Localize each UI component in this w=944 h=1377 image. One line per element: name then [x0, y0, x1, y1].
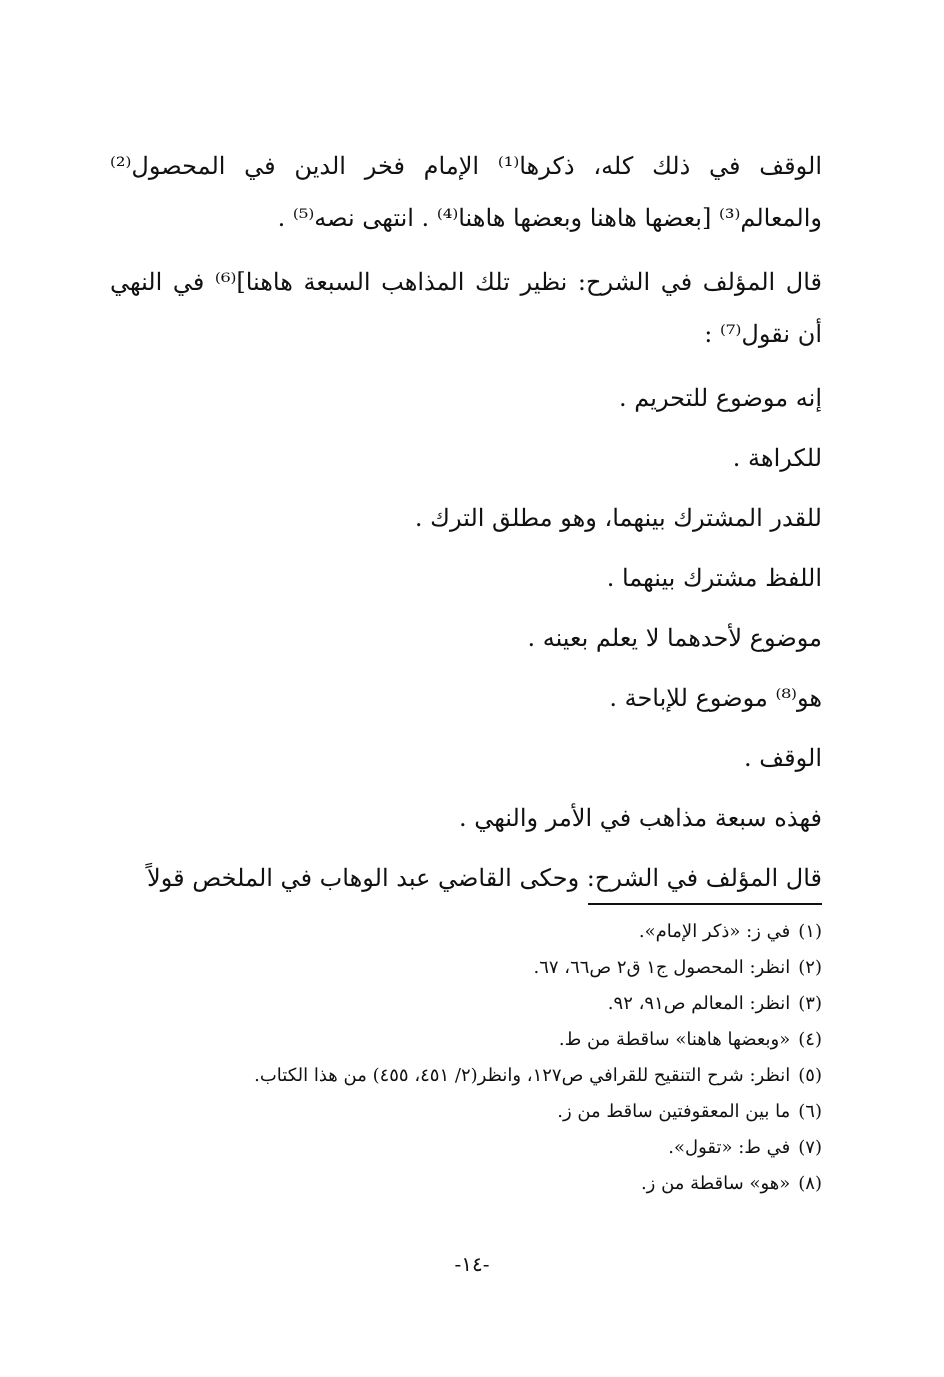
footnote-divider	[588, 903, 822, 905]
footnote-text: في ز: «ذكر الإمام».	[638, 921, 791, 942]
footnote-number: (٥)	[798, 1065, 822, 1086]
footnote	[110, 1094, 822, 1130]
footnote-text: انظر: المحصول ج١ ق٢ ص٦٦، ٦٧.	[533, 957, 791, 978]
footnote	[110, 1058, 822, 1094]
paragraph-2: قال المؤلف في الشرح: نظير تلك المذاهب السبعة هاهنا]⁽⁶⁾ في النهي أن نقول⁽⁷⁾ :	[110, 268, 822, 348]
main-text	[110, 140, 822, 916]
list-item: إنه موضوع للتحريم .	[619, 384, 822, 412]
list-item: فهذه سبعة مذاهب في الأمر والنهي .	[458, 804, 822, 832]
page-number: -١٤-	[454, 1252, 490, 1276]
footnote	[110, 1130, 822, 1166]
list-item: للكراهة .	[732, 444, 822, 472]
footnote-number: (٢)	[798, 957, 822, 978]
list-item: الوقف .	[744, 744, 822, 772]
footnote	[110, 986, 822, 1022]
footnote-number: (٣)	[798, 993, 822, 1014]
footnote-number: (٤)	[798, 1029, 822, 1050]
list-item: للقدر المشترك بينهما، وهو مطلق الترك .	[414, 504, 822, 532]
footnote-number: (٧)	[798, 1137, 822, 1158]
footnotes	[110, 914, 822, 1202]
footnote-text: «وبعضها هاهنا» ساقطة من ط.	[558, 1029, 791, 1050]
footnote	[110, 1166, 822, 1202]
footnote-text: ما بين المعقوفتين ساقط من ز.	[557, 1101, 791, 1122]
footnote	[110, 914, 822, 950]
paragraph-1: الوقف في ذلك كله، ذكرها⁽¹⁾ الإمام فخر الدين في المحصول⁽²⁾ والمعالم⁽³⁾ [بعضها هاهنا وبعضها هاهنا⁽⁴⁾ . انتهى نصه⁽⁵⁾ .	[110, 152, 822, 232]
footnote-text: انظر: المعالم ص٩١، ٩٢.	[607, 993, 791, 1014]
footnote	[110, 950, 822, 986]
list-item: اللفظ مشترك بينهما .	[606, 564, 822, 592]
footnote	[110, 1022, 822, 1058]
footnote-number: (٨)	[798, 1173, 822, 1194]
footnote-text: «هو» ساقطة من ز.	[640, 1173, 791, 1194]
list-item: هو⁽⁸⁾ موضوع للإباحة .	[609, 684, 822, 712]
footnote-number: (٦)	[798, 1101, 822, 1122]
paragraph-3: قال المؤلف في الشرح: وحكى القاضي عبد الوهاب في الملخص قولاً	[147, 864, 822, 892]
footnote-text: في ط: «تقول».	[668, 1137, 791, 1158]
footnote-text: انظر: شرح التنقيح للقرافي ص١٢٧، وانظر(٢/ ٤٥١، ٤٥٥) من هذا الكتاب.	[254, 1065, 791, 1086]
footnote-number: (١)	[798, 921, 822, 942]
list-item: موضوع لأحدهما لا يعلم بعينه .	[527, 624, 822, 652]
